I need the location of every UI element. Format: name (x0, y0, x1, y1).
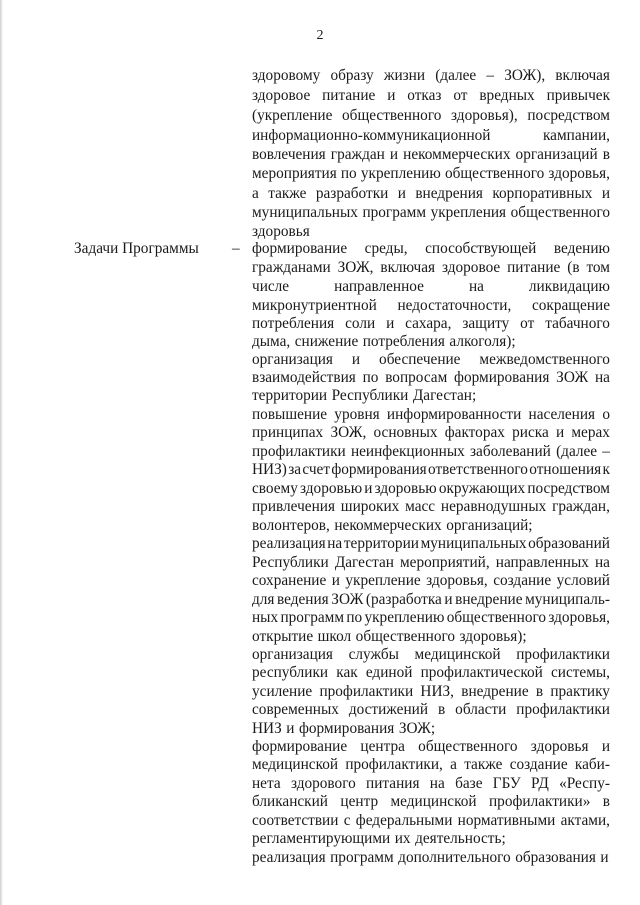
text-line: а также разработки и внедрения корпоративных и (252, 185, 610, 202)
text-line: профилактики неинфекционных заболеваний (далее – (252, 443, 610, 460)
text-line: муниципальных программ укрепления общественного (252, 204, 610, 221)
text-line: соответствии с федеральными нормативными актами, (252, 812, 610, 829)
text-line: для ведения ЗОЖ (разработка и внедрение муниципаль- (252, 591, 610, 608)
text-line: усиление профилактики НИЗ, внедрение в практику (252, 683, 610, 700)
text-line: современных достижений в области профилактики (252, 701, 610, 718)
scan-left-edge (0, 0, 3, 905)
text-line: открытие школ общественного здоровья); (252, 628, 527, 645)
text-line: взаимодействия по вопросам формирования ЗОЖ на (252, 369, 610, 386)
text-line: бликанский центр медицинской профилактики» в (252, 793, 610, 810)
text-line: гражданами ЗОЖ, включая здоровое питание (в том (252, 259, 610, 276)
text-line: регламентирующими их деятельность; (252, 830, 506, 847)
text-line: своему здоровью и здоровью окружающих посредством (252, 480, 610, 497)
text-line: реализация программ дополнительного образования и (252, 849, 609, 866)
text-line: организация и обеспечение межведомственного (252, 351, 610, 368)
text-line: вовлечения граждан и некоммерческих организаций в (252, 146, 610, 163)
text-line: здоровое питание и отказ от вредных привычек (252, 87, 610, 104)
text-line: волонтеров, некоммерческих организаций; (252, 517, 533, 534)
text-line: формирование центра общественного здоровья и (252, 738, 610, 755)
text-line: потребления соли и сахара, защиту от табачного (252, 315, 610, 332)
text-line: организация службы медицинской профилактики (252, 646, 610, 663)
text-line: принципах ЗОЖ, основных факторах риска и мерах (252, 424, 610, 441)
text-line: сохранение и укрепление здоровья, создание условий (252, 572, 610, 589)
text-line: здоровья (252, 223, 310, 240)
text-line: числе направленное на ликвидацию (252, 278, 610, 295)
list-dash: – (232, 240, 240, 257)
text-line: республики как единой профилактической системы, (252, 664, 610, 681)
text-line: медицинской профилактики, а также создание каби- (252, 756, 610, 773)
text-line: Республики Дагестан мероприятий, направленных на (252, 554, 610, 571)
text-line: нета здорового питания на базе ГБУ РД «Респу- (252, 775, 610, 792)
text-line: мероприятия по укреплению общественного здоровья, (252, 165, 610, 182)
page-number: 2 (316, 28, 324, 43)
text-line: повышение уровня информированности населения о (252, 406, 610, 423)
text-line: территории Республики Дагестан; (252, 387, 477, 404)
text-line: НИЗ) за счет формирования ответственного отношения к (252, 461, 610, 478)
text-line: микронутриентной недостаточности, сокращение (252, 297, 610, 314)
text-line: здоровому образу жизни (далее – ЗОЖ), включая (252, 67, 610, 84)
text-line: дыма, снижение потребления алкоголя); (252, 333, 516, 350)
text-line: привлечения широких масс неравнодушных граждан, (252, 498, 610, 515)
text-line: ных программ по укреплению общественного здоровья, (252, 609, 610, 626)
text-line: (укрепление общественного здоровья), посредством (252, 107, 610, 124)
text-line: формирование среды, способствующей ведению (252, 240, 610, 257)
tasks-label: Задачи Программы (74, 240, 199, 257)
text-line: информационно-коммуникационной кампании, (252, 127, 610, 144)
text-line: НИЗ и формирования ЗОЖ; (252, 720, 436, 737)
text-line: реализация на территории муниципальных образований (252, 535, 610, 552)
